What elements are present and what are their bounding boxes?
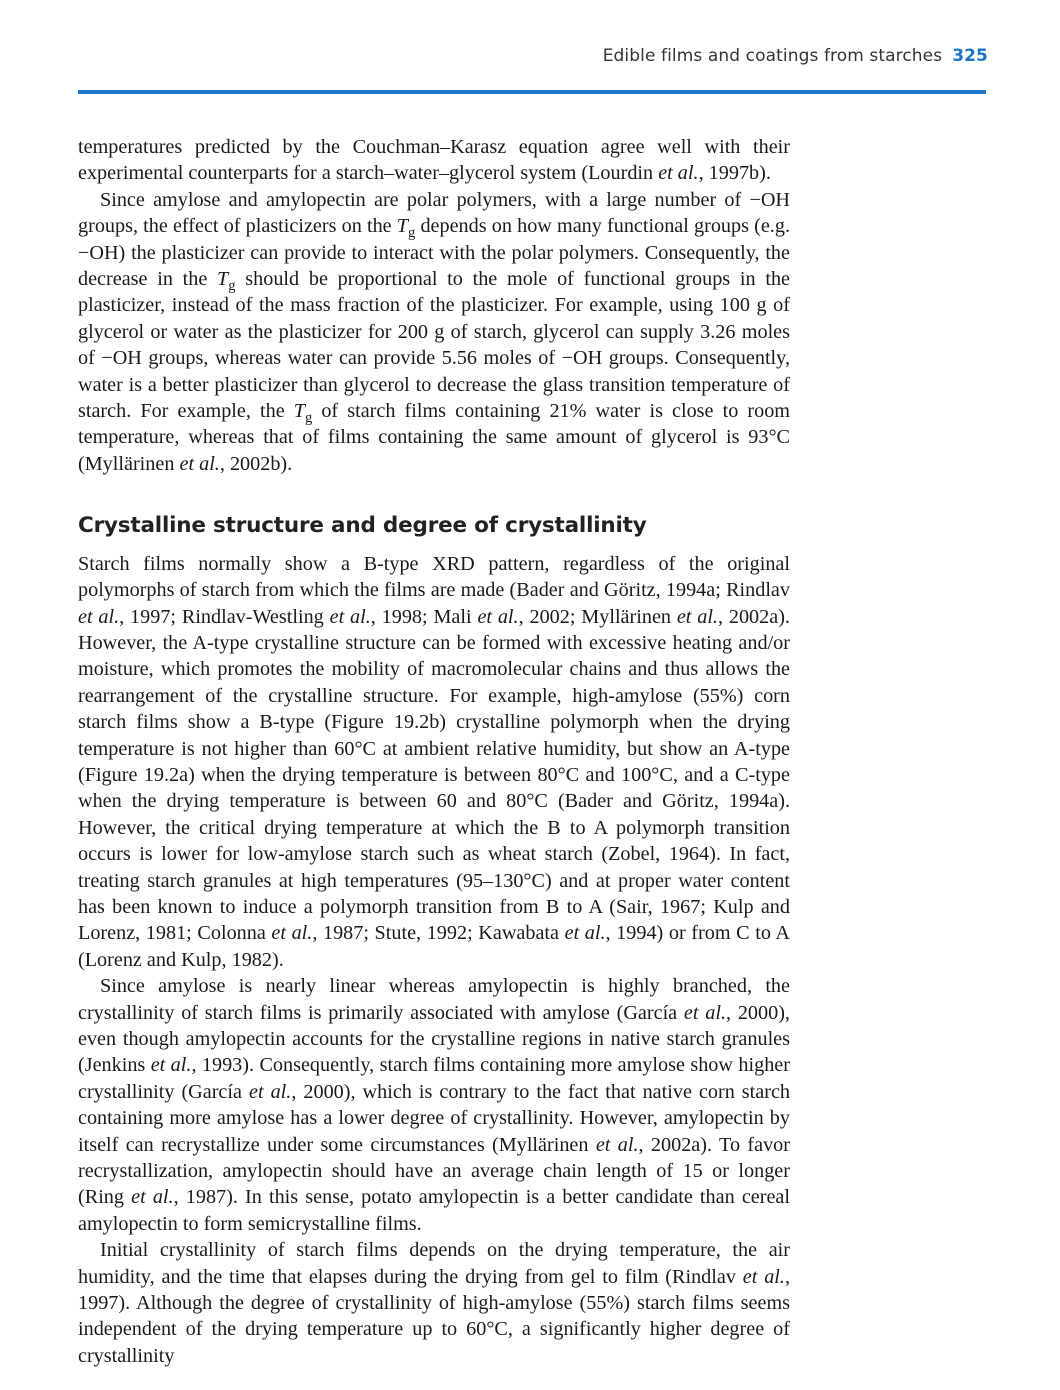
italic-run: et al. (742, 1265, 785, 1288)
italic-run: et al. (78, 605, 120, 628)
text-run: , 2002a). However, the A-type crystalline structure can be formed with excessive heating and/or moisture, which promotes the mobility of macromolecular chains and thus allows the rearrangement of the crystalline structure. For example, high-amylose (55%) corn starch films show a B-type (Figure 19.2b) crystalline polymorph when the drying temperature is not higher than 60°C at ambient relative humidity, but show an A-type (Figure 19.2a) when the drying temperature is between 80°C and 100°C, and a C-type when the drying temperature is between 60 and 80°C (Bader and Göritz, 1994a). However, the critical drying temperature at which the B to A polymorph transition occurs is lower for low-amylose starch such as wheat starch (Zobel, 1964). In fact, treating starch granules at high temperatures (95–130°C) and at proper water content has been known to induce a polymorph transition from B to A (Sair, 1967; Kulp and Lorenz, 1981; Colonna (78, 605, 790, 945)
text-run: , 2002; Myllärinen (518, 605, 677, 628)
body-text (78, 134, 790, 1369)
text-run: , 2002a). To favor recrystallization, amylopectin should have an average chain length of 15 or longer (Ring (78, 1133, 790, 1209)
italic-run: et al. (329, 605, 371, 628)
italic-run: et al. (477, 605, 519, 628)
text-run: , 1997; Rindlav-Westling (119, 605, 330, 628)
text-run: , 2000), which is contrary to the fact that native corn starch containing more amylose has a lower degree of crystallinity. However, amylopectin by itself can recrystallize under some circumstances (Myllärinen (78, 1080, 790, 1156)
text-run: , 1987). In this sense, potato amylopectin is a better candidate than cereal amylopectin to form semicrystalline films. (78, 1186, 790, 1235)
header-rule (78, 90, 986, 94)
text-run: , 2000), even though amylopectin accounts for the crystalline regions in native starch granules (Jenkins (78, 1001, 790, 1077)
text-run: , 1997). Although the degree of crystallinity of high-amylose (55%) starch films seems independent of the drying temperature up to 60°C, a significantly higher degree of crystallinity (78, 1265, 790, 1367)
italic-run: et al. (271, 922, 313, 945)
text-run: of starch films containing 21% water is close to room temperature, whereas that of films containing the same amount of glycerol is 93°C (Myllärinen (78, 400, 790, 475)
text-run: should be proportional to the mole of functional groups in the plasticizer, instead of the mass fraction of the plasticizer. For example, using 100 g of glycerol or water as the plasticizer for 200 g of starch, glycerol can supply 3.26 moles of −OH groups, whereas water can provide 5.56 moles of −OH groups. Consequently, water is a better plasticizer than glycerol to decrease the glass transition temperature of starch. For example, the (78, 268, 790, 423)
italic-run: et al. (595, 1133, 639, 1156)
paragraph-1 (78, 134, 790, 187)
text-run: Since amylose is nearly linear whereas amylopectin is highly branched, the crystallinity of starch films is primarily associated with amylose (García (78, 975, 790, 1024)
paragraph-4 (78, 973, 790, 1237)
paragraph-2 (78, 187, 790, 477)
running-head (603, 46, 988, 66)
italic-run: et al. (179, 452, 220, 475)
text-run: , 1997b). (698, 162, 771, 185)
paragraph-5 (78, 1237, 790, 1369)
text-run: Initial crystallinity of starch films depends on the drying temperature, the air humidity, and the time that elapses during the drying from gel to film (Rindlav (78, 1239, 790, 1288)
text-run: Since amylose and amylopectin are polar polymers, with a large number of −OH groups, the effect of plasticizers on the (78, 188, 790, 238)
italic-run: et al. (564, 922, 606, 945)
italic-run: et al. (150, 1054, 192, 1077)
text-run: Starch films normally show a B-type XRD pattern, regardless of the original polymorphs of starch from which the films are made (Bader and Göritz, 1994a; Rindlav (78, 552, 790, 602)
italic-run: et al. (248, 1080, 292, 1103)
text-run: , 1994) or from C to A (Lorenz and Kulp, 1982). (78, 922, 790, 971)
page-number: 325 (952, 46, 988, 66)
paragraph-3 (78, 551, 790, 974)
italic-run: et al. (676, 605, 718, 628)
italic-run: et al. (131, 1186, 174, 1209)
text-run: depends on how many functional groups (e.g. −OH) the plasticizer can provide to interact with the polar polymers. Consequently, the decrease in the (78, 215, 790, 291)
italic-symbol: T (396, 215, 409, 238)
text-run: , 1993). Consequently, starch films containing more amylose show higher crystallinity (García (78, 1054, 790, 1103)
text-run: temperatures predicted by the Couchman–Karasz equation agree well with their experimental counterparts for a starch–water–glycerol system (Lourdin (78, 136, 790, 185)
italic-symbol: T (293, 400, 305, 423)
italic-symbol: T (217, 268, 229, 291)
subscript: g (228, 278, 236, 295)
subscript: g (304, 410, 313, 427)
text-run: , 1998; Mali (370, 605, 478, 628)
italic-run: et al. (658, 162, 699, 185)
italic-run: et al. (683, 1001, 727, 1024)
subscript: g (408, 225, 416, 242)
text-run: , 1987; Stute, 1992; Kawabata (312, 922, 565, 945)
section-heading: Crystalline structure and degree of crystallinity (78, 513, 647, 539)
running-title: Edible films and coatings from starches (602, 46, 943, 66)
text-run: , 2002b). (219, 452, 293, 475)
